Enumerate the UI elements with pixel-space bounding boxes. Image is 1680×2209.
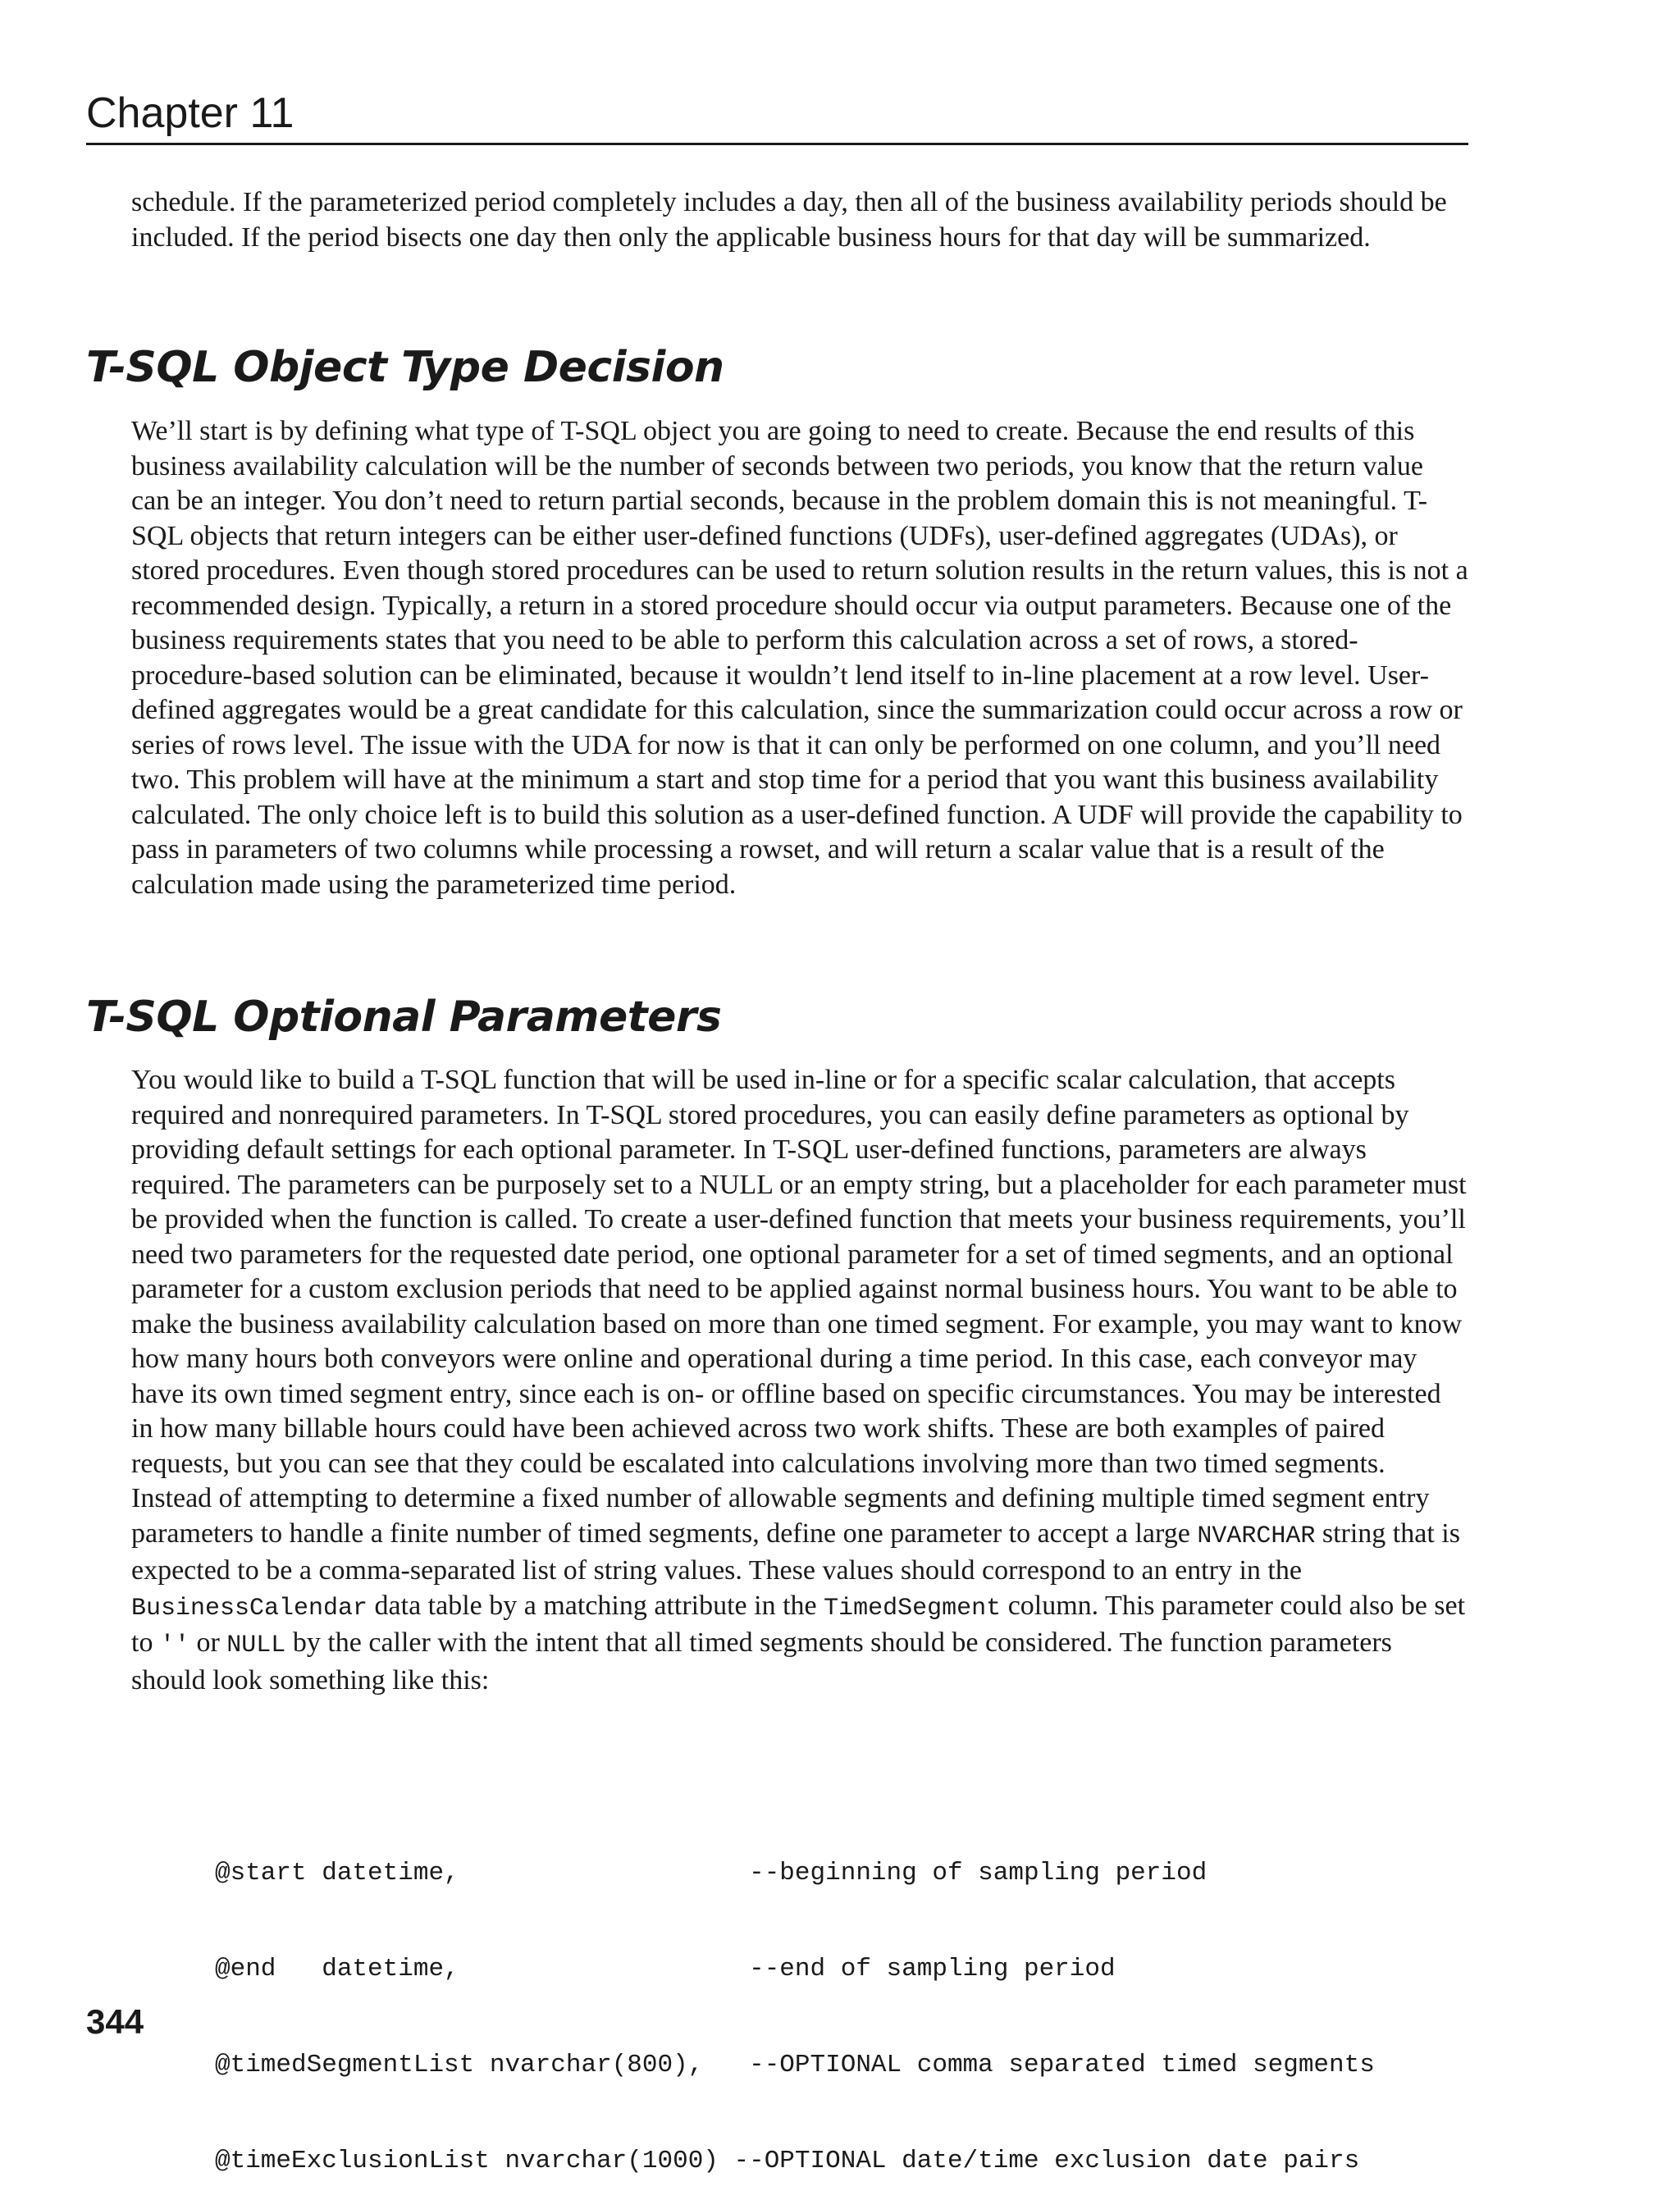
intro-paragraph: schedule. If the parameterized period completely includes a day, then all of the business availability periods should be included. If the period bisects one day then only the applicable business hours for that day will be summarized.	[131, 187, 1447, 253]
inline-code-timedsegment: TimedSegment	[824, 1594, 1002, 1623]
paragraph-text: or	[189, 1627, 227, 1658]
paragraph-text: data table by a matching attribute in the	[368, 1590, 824, 1621]
section-heading-optional-parameters: T-SQL Optional Parameters	[86, 993, 722, 1042]
inline-code-businesscalendar: BusinessCalendar	[131, 1594, 368, 1623]
code-block	[215, 1793, 1375, 2209]
code-line: @end datetime, --end of sampling period	[215, 1955, 1116, 1983]
inline-code-null: NULL	[226, 1632, 286, 1659]
section-paragraph-object-type: We’ll start is by defining what type of T-SQL object you are going to need to create. Because the end results of this business availability calculation will be the number of seconds between two periods, you know that the return value can be an integer. You don’t need to return partial seconds, because in the problem domain this is not meaningful. T-SQL objects that return integers can be either user-defined functions (UDFs), user-defined aggregates (UDAs), or stored procedures. Even though stored procedures can be used to return solution results in the return values, this is not a recommended design. Typically, a return in a stored procedure should occur via output parameters. Because one of the business requirements states that you need to be able to perform this calculation across a set of rows, a stored-procedure-based solution can be eliminated, because it wouldn’t lend itself to in-line placement at a row level. User-defined aggregates would be a great candidate for this calculation, since the summarization could occur across a row or series of rows level. The issue with the UDA for now is that it can only be performed on one column, and you’ll need two. This problem will have at the minimum a start and stop time for a period that you want this business availability calculated. The only choice left is to build this solution as a user-defined function. A UDF will provide the capability to pass in parameters of two columns while processing a rowset, and will return a scalar value that is a result of the calculation made using the parameterized time period.	[131, 416, 1468, 900]
code-line: @timedSegmentList nvarchar(800), --OPTIONAL comma separated timed segments	[215, 2051, 1375, 2079]
paragraph-text: You would like to build a T-SQL function that will be used in-line or for a specific scalar calculation, that accepts required and nonrequired parameters. In T-SQL stored procedures, you can easily define parameters as optional by providing default settings for each optional parameter. In T-SQL user-defined functions, parameters are always required. The parameters can be purposely set to a NULL or an empty string, but a placeholder for each parameter must be provided when the function is called. To create a user-defined function that meets your business requirements, you’ll need two parameters for the requested date period, one optional parameter for a set of timed segments, and an optional parameter for a custom exclusion periods that need to be applied against normal business hours. You want to be able to make the business availability calculation based on more than one timed segment. For example, you may want to know how many hours both conveyors were online and operational during a time period. In this case, each conveyor may have its own timed segment entry, since each is on- or offline based on specific circumstances. You may be interested in how many billable hours could have been achieved across two work shifts. These are both examples of paired requests, but you can see that they could be escalated into calculations involving more than two timed segments. Instead of attempting to determine a fixed number of allowable segments and defining multiple timed segment entry parameters to handle a finite number of timed segments, define one parameter to accept a large	[131, 1065, 1467, 1549]
paragraph-text: by the caller with the intent that all timed segments should be considered. The function parameters should look something like this:	[131, 1627, 1392, 1696]
inline-code-empty-string: ''	[159, 1632, 189, 1659]
chapter-title: Chapter 11	[86, 89, 294, 137]
section-heading-object-type: T-SQL Object Type Decision	[86, 343, 724, 392]
paragraph-text: column. This parameter could also be set to	[131, 1590, 1466, 1658]
code-line: @start datetime, --beginning of sampling period	[215, 1859, 1208, 1887]
code-line: @timeExclusionList nvarchar(1000) --OPTIONAL date/time exclusion date pairs	[215, 2147, 1360, 2175]
inline-code-nvarchar: NVARCHAR	[1197, 1522, 1316, 1550]
section-paragraph-optional-parameters	[131, 1063, 1468, 1698]
paragraph-text: string that is expected to be a comma-separated list of string values. These values should correspond to an entry in the	[131, 1518, 1460, 1586]
page-number: 344	[86, 2002, 144, 2041]
chapter-header	[86, 89, 1468, 145]
